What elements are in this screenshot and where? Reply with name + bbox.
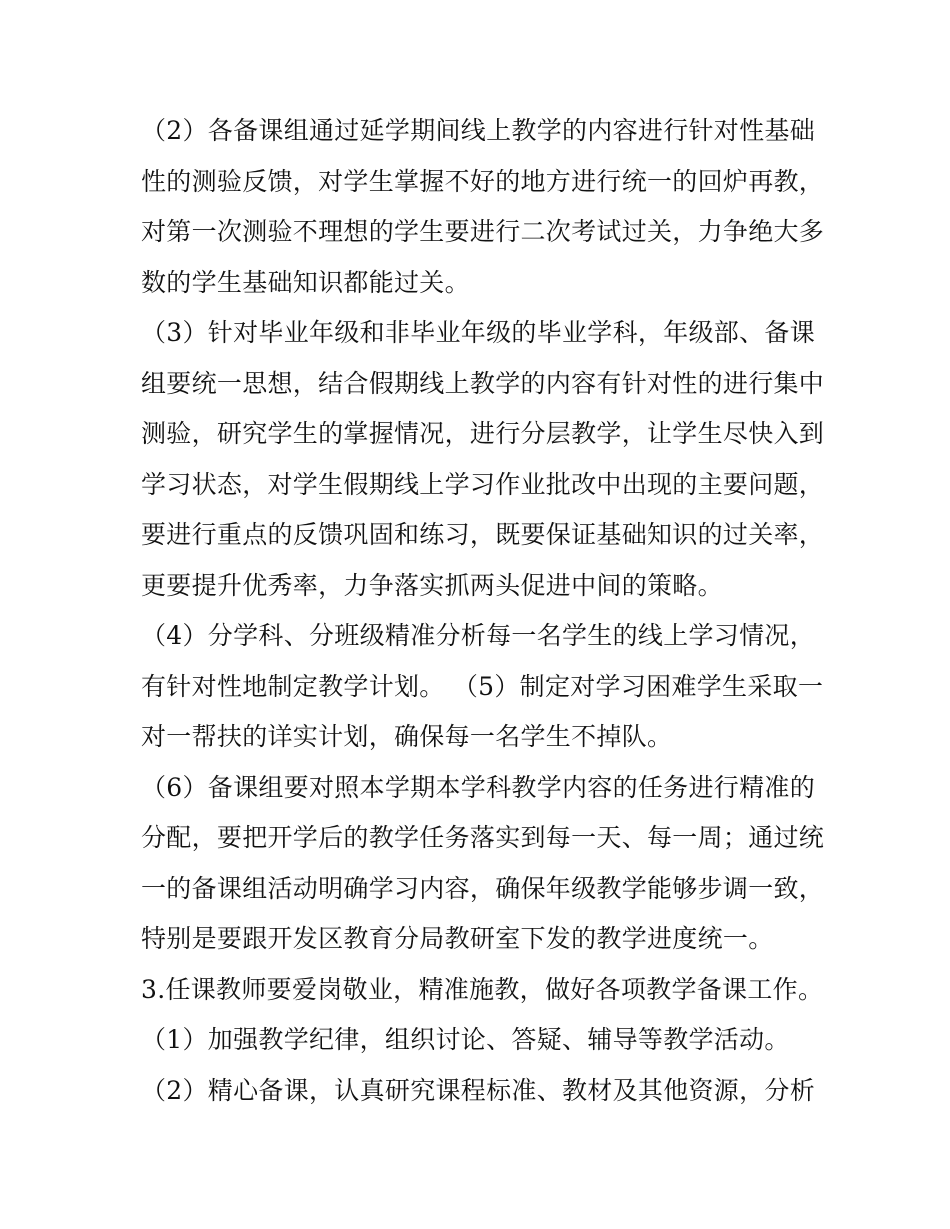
text-line: 3.任课教师要爱岗敬业，精准施教，做好各项教学备课工作。 <box>141 974 824 1004</box>
text-line: （6）备课组要对照本学期本学科教学内容的任务进行精准的 <box>141 772 816 802</box>
text-line: 组要统一思想，结合假期线上教学的内容有针对性的进行集中 <box>141 368 825 398</box>
text-line: 分配，要把开学后的教学任务落实到每一天、每一周；通过统 <box>141 823 825 852</box>
text-line: （3）针对毕业年级和非毕业年级的毕业学科，年级部、备课 <box>141 318 816 347</box>
text-line: 有针对性地制定教学计划。 （5）制定对学习困难学生采取一 <box>141 671 824 701</box>
text-line: 特别是要跟开发区教育分局教研室下发的教学进度统一。 <box>141 924 774 953</box>
text-line: 对第一次测验不理想的学生要进行二次考试过关，力争绝大多 <box>141 217 825 246</box>
text-line: 一的备课组活动明确学习内容，确保年级教学能够步调一致， <box>141 873 825 903</box>
text-line: （2）精心备课，认真研究课程标准、教材及其他资源，分析 <box>141 1075 816 1105</box>
text-line: （2）各备课组通过延学期间线上教学的内容进行针对性基础 <box>141 116 816 145</box>
text-line: （1）加强教学纪律，组织讨论、答疑、辅导等教学活动。 <box>141 1025 790 1054</box>
text-line: 性的测验反馈，对学生掌握不好的地方进行统一的回炉再教， <box>141 166 825 196</box>
text-line: 要进行重点的反馈巩固和练习，既要保证基础知识的过关率， <box>141 520 825 549</box>
document-body <box>141 106 825 1116</box>
text-line: 对一帮扶的详实计划，确保每一名学生不掉队。 <box>141 722 673 751</box>
text-line: 数的学生基础知识都能过关。 <box>141 267 470 297</box>
text-line: 测验，研究学生的掌握情况，进行分层教学，让学生尽快入到 <box>141 419 825 448</box>
text-line: 学习状态，对学生假期线上学习作业批改中出现的主要问题， <box>141 469 825 499</box>
text-line: 更要提升优秀率，力争落实抓两头促进中间的策略。 <box>141 570 723 600</box>
text-line: （4）分学科、分班级精准分析每一名学生的线上学习情况， <box>141 621 816 650</box>
